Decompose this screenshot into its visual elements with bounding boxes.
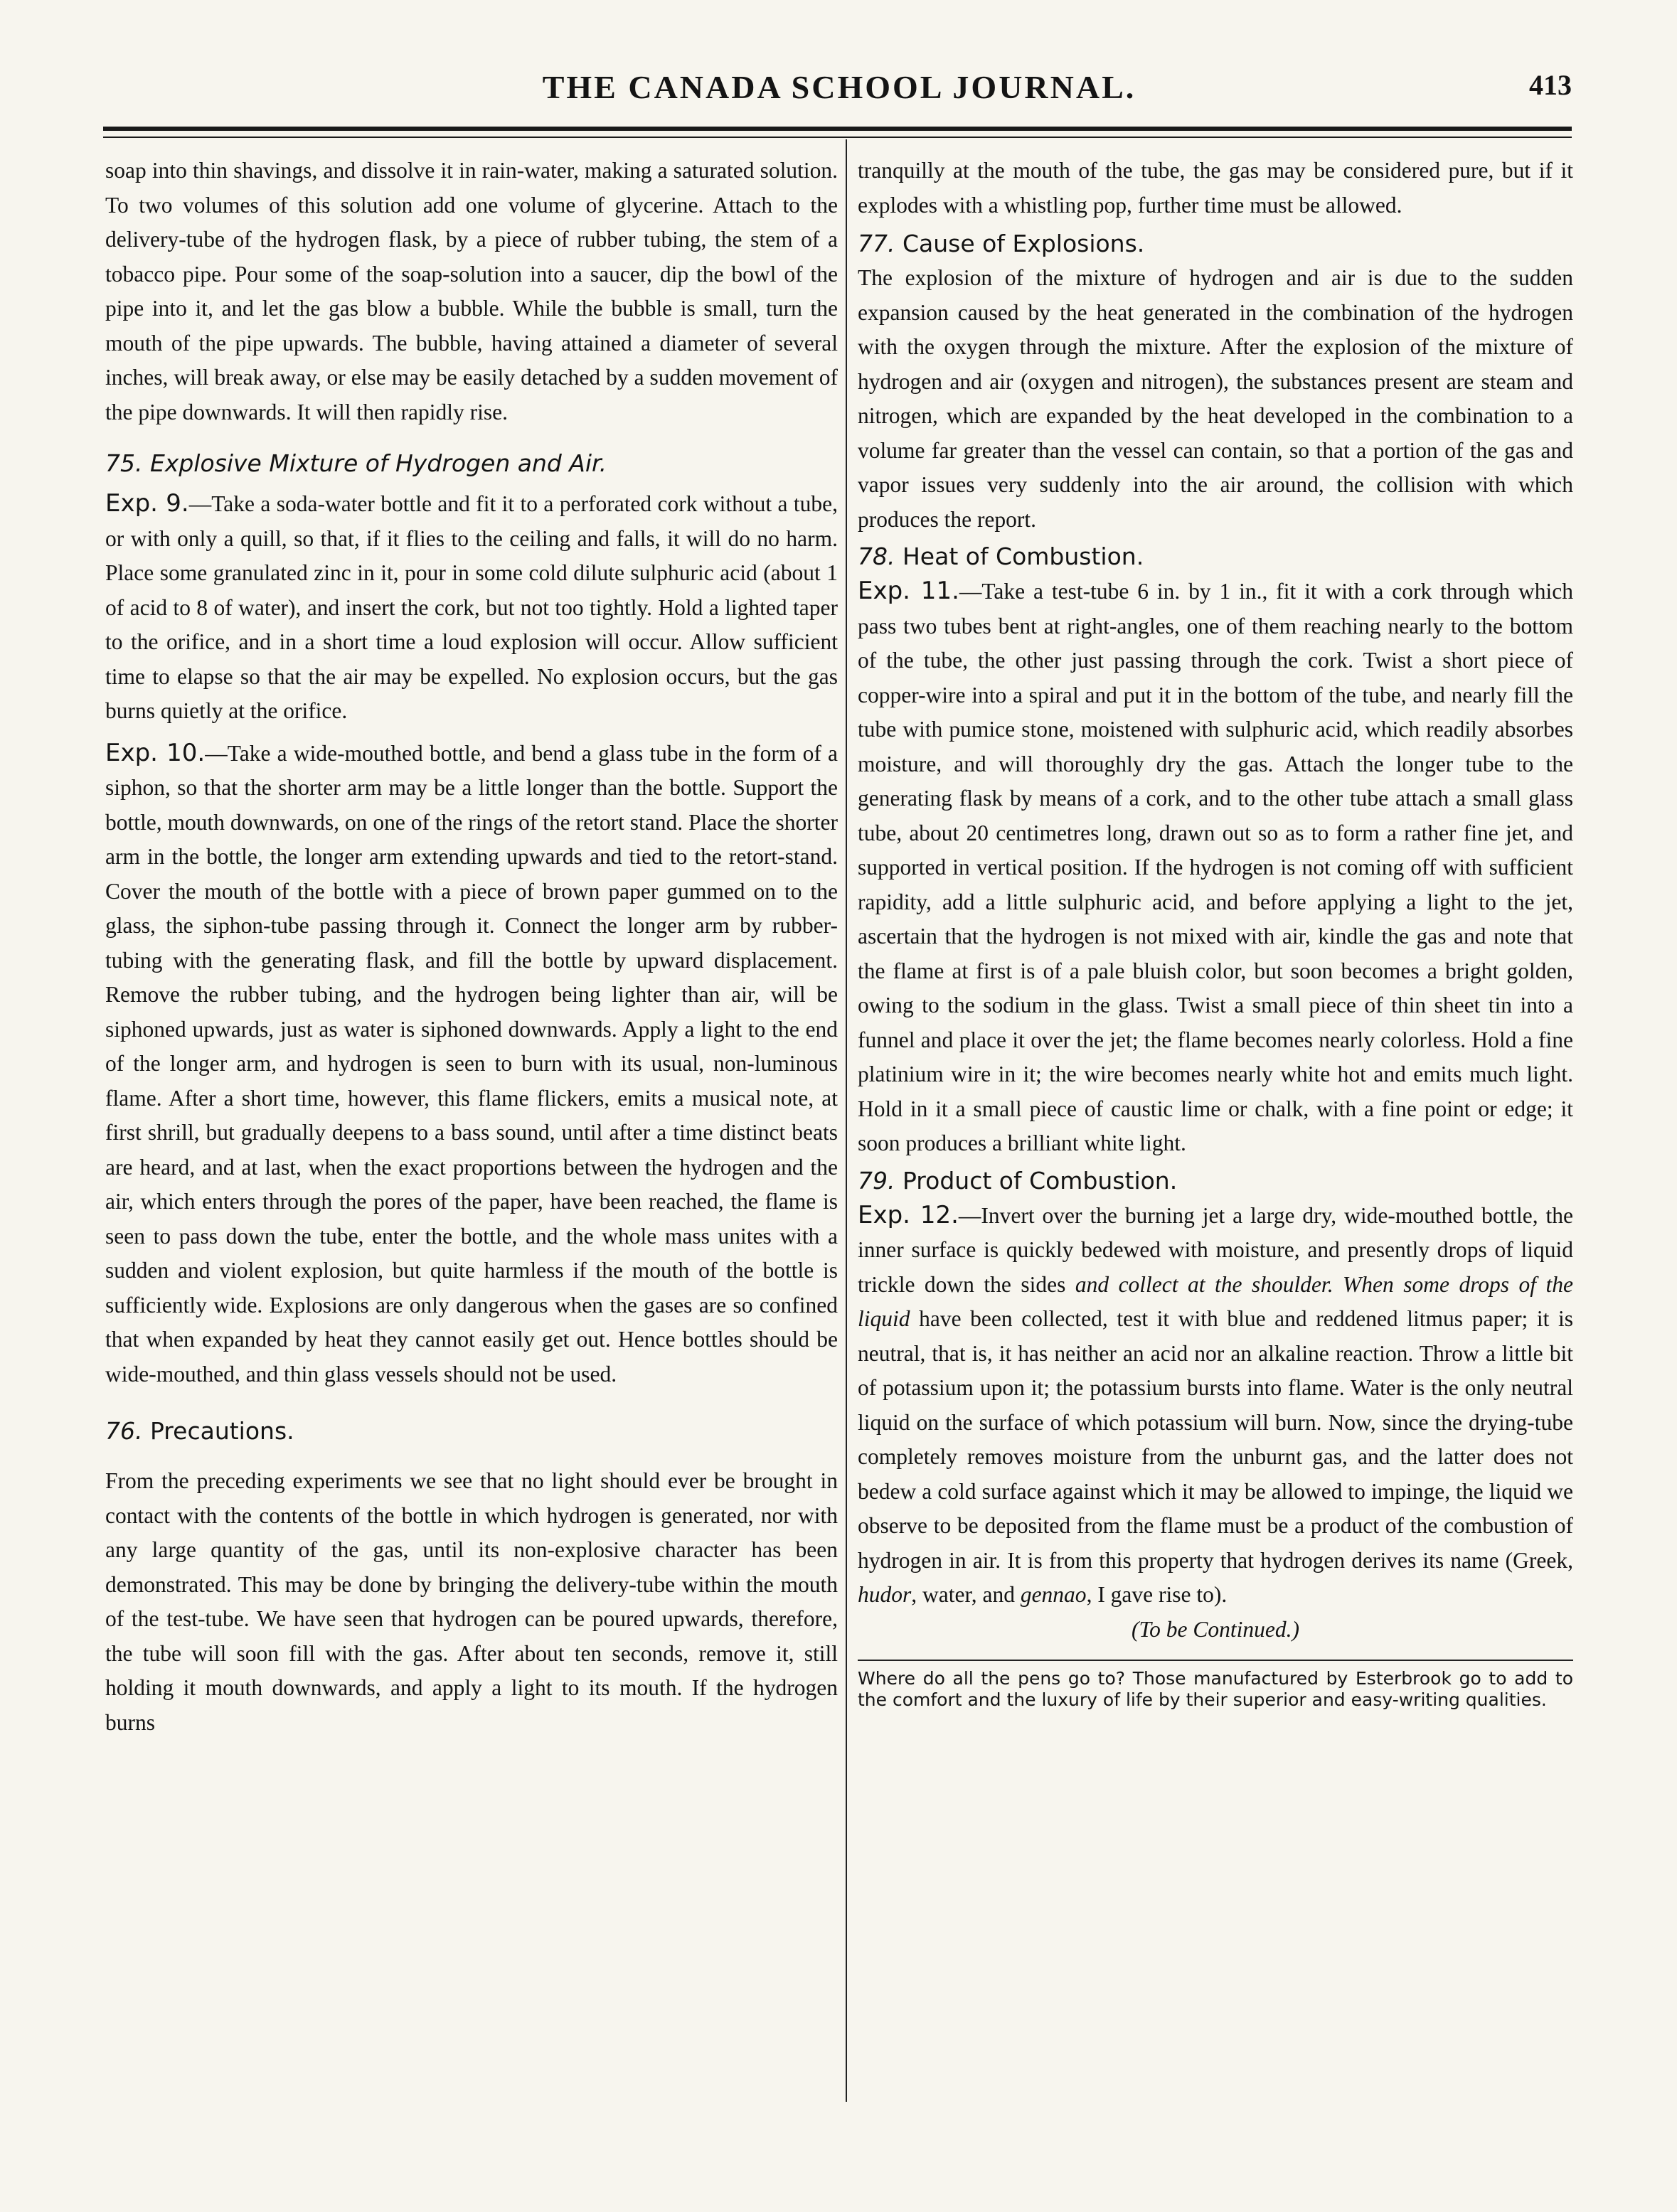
page-number: 413 bbox=[1529, 69, 1572, 101]
exp-12-text-a: —Invert over the burning jet a large dry, wide-mouthed bottle, the inner surface is quickly bedewed with moisture, and presently drops of liquid trickle down the sides bbox=[858, 1202, 1573, 1297]
header-rule-thick bbox=[103, 127, 1572, 131]
section-77-title: Cause of Explosions. bbox=[902, 230, 1145, 257]
intro-paragraph: soap into thin shavings, and dissolve it in rain-water, making a saturated solution. To two volumes of this solution add one volume of glycerine. Attach to the delivery-tube of the hydrogen flask, by a piece of rubber tubing, the stem of a tobacco pipe. Pour some of the soap-solution into a saucer, dip the bowl of the pipe into it, and let the gas blow a bubble. While the bubble is small, turn the mouth of the pipe upwards. The bubble, having attained a diameter of several inches, will break away, or else may be easily detached by a sudden movement of the pipe downwards. It will then rapidly rise. bbox=[105, 158, 838, 424]
section-79-number: 79. bbox=[858, 1166, 895, 1195]
section-78-title: Heat of Combustion. bbox=[902, 543, 1144, 570]
section-77-heading bbox=[858, 227, 1573, 261]
exp-12-italic-c: gennao bbox=[1020, 1582, 1087, 1607]
section-77-number: 77. bbox=[858, 230, 895, 257]
section-76-title: Precautions. bbox=[149, 1417, 294, 1445]
section-78-number: 78. bbox=[858, 543, 895, 570]
footnote-rule bbox=[858, 1660, 1573, 1661]
exp-12-text-b: have been collected, test it with blue and reddened litmus paper; it is neutral, that is, it has neither an acid nor an alkaline reaction. Throw a little bit of potassium upon it; the potassium bursts into flame. Water is the only neutral liquid on the surface of which potassium will burn. Now, since the drying-tube completely removes moisture from the unburnt gas, and the latter does not bedew a cold surface against which it may be allowed to impinge, the liquid we observe to be deposited from the flame must be a product of the combustion of hydrogen in air. It is from this property that hydrogen derives its name (Greek, bbox=[858, 1306, 1573, 1573]
section-79-heading bbox=[858, 1164, 1573, 1198]
exp-10-label: Exp. 10. bbox=[105, 738, 206, 767]
section-76-heading bbox=[105, 1414, 838, 1448]
continuation-paragraph: tranquilly at the mouth of the tube, the gas may be considered pure, but if it explodes with a whistling pop, further time must be allowed. bbox=[858, 158, 1573, 218]
exp-10-text: —Take a wide-mouthed bottle, and bend a glass tube in the form of a siphon, so that the shorter arm may be a little longer than the bottle. Support the bottle, mouth downwards, on one of the rings of the retort stand. Place the shorter arm in the bottle, the longer arm extending upwards and tied to the retort-stand. Cover the mouth of the bottle with a piece of brown paper gummed on to the glass, the siphon-tube passing through it. Connect the longer arm by rubber-tubing with the generating flask, and fill the bottle by upward displacement. Remove the rubber tubing, and the hydrogen being lighter than air, will be siphoned upwards, just as water is siphoned downwards. Apply a light to the end of the longer arm, and hydrogen is seen to burn with its usual, non-luminous flame. After a short time, however, this flame flickers, emits a musical note, at first shrill, but gradually deepens to a bass sound, until after a time distinct beats are heard, and at last, when the exact proportions between the hydrogen and the air, which enters through the pores of the paper, have been reached, the flame is seen to pass down the tube, enter the bottle, and the whole mass unites with a sudden and violent explosion, but quite harmless if the mouth of the bottle is sufficiently wide. Explosions are only dangerous when the gases are so confined that when expanded by heat they cannot easily get out. Hence bottles should be wide-mouthed, and thin glass vessels should not be used. bbox=[105, 740, 838, 1386]
left-column bbox=[105, 154, 838, 1740]
exp-9-label: Exp. 9. bbox=[105, 489, 189, 518]
section-77-text: The explosion of the mixture of hydrogen and air is due to the sudden expansion caused by the heat generated in the combination of the hydrogen with the oxygen through the mixture. After the explosion of the mixture of hydrogen and air (oxygen and nitrogen), the substances present are steam and nitrogen, which are expanded by the heat developed in the combination to a volume far greater than the vessel can contain, so that a portion of the gas and vapor issues very suddenly into the air around, the collision with which produces the report. bbox=[858, 265, 1573, 532]
exp-12-label: Exp. 12. bbox=[858, 1200, 959, 1229]
masthead bbox=[107, 68, 1572, 111]
exp-11-text: —Take a test-tube 6 in. by 1 in., fit it with a cork through which pass two tubes bent at right-angles, one of them reaching nearly to the bottom of the tube, the other just passing through the cork. Twist a short piece of copper-wire into a spiral and put it in the bottom of the tube, and nearly fill the tube with pumice stone, moistened with sulphuric acid, which readily absorbes moisture, and will thoroughly dry the gas. Attach the longer tube to the generating flask by means of a cork, and to the other tube attach a small glass tube, about 20 centimetres long, drawn out so as to form a rather fine jet, and supported in vertical position. If the hydrogen is not coming off with sufficient rapidity, add a little sulphuric acid, and before applying a light to the jet, ascertain that the hydrogen is not mixed with air, kindle the gas and note that the flame at first is of a pale bluish color, but soon becomes a bright golden, owing to the sodium in the glass. Twist a small piece of thin sheet tin into a funnel and place it over the jet; the flame becomes nearly colorless. Hold a fine platinium wire in it; the wire becomes nearly white hot and emits much light. Hold in it a small piece of caustic lime or chalk, with a fine point or edge; it soon produces a brilliant white light. bbox=[858, 579, 1573, 1155]
header-rule-thin bbox=[103, 137, 1572, 138]
section-79-title: Product of Combustion. bbox=[902, 1166, 1178, 1195]
exp-12-italic-a: and collect at the shoulder. When some drops of the liquid bbox=[858, 1271, 1573, 1331]
exp-9-text: —Take a soda-water bottle and fit it to a perforated cork without a tube, or with only a quill, so that, if it flies to the ceiling and falls, it will do no harm. Place some granulated zinc in it, pour in some cold dilute sulphuric acid (about 1 of acid to 8 of water), and insert the cork, but not too tightly. Hold a lighted taper to the orifice, and in a short time a loud explosion will occur. Allow sufficient time to elapse so that the air may be expelled. No explosion occurs, but the gas burns quietly at the orifice. bbox=[105, 491, 838, 723]
section-75-heading bbox=[105, 447, 838, 481]
section-76-text: From the preceding experiments we see that no light should ever be brought in contact with the contents of the bottle in which hydrogen is generated, nor with any large quantity of the gas, until its non-explosive character has been demonstrated. This may be done by bringing the delivery-tube within the mouth of the test-tube. We have seen that hydrogen can be poured upwards, therefore, the tube will soon fill with the gas. After about ten seconds, remove it, still holding it mouth downwards, and apply a light to its mouth. If the hydrogen burns bbox=[105, 1468, 838, 1735]
exp-11-label: Exp. 11. bbox=[858, 577, 959, 605]
to-be-continued: (To be Continued.) bbox=[1132, 1616, 1299, 1642]
exp-12-paragraph bbox=[858, 1198, 1573, 1613]
section-76-number: 76. bbox=[105, 1417, 143, 1445]
footnote-advertisement: Where do all the pens go to? Those manufactured by Esterbrook go to add to the comfort and the luxury of life by their superior and easy-writing qualities. bbox=[858, 1668, 1573, 1710]
exp-11-paragraph bbox=[858, 574, 1573, 1161]
exp-12-text-d: , I gave rise to). bbox=[1086, 1582, 1228, 1607]
journal-title: THE CANADA SCHOOL JOURNAL. bbox=[542, 69, 1136, 105]
exp-9-paragraph bbox=[105, 486, 838, 729]
section-75-number: 75. bbox=[105, 449, 143, 477]
section-78-heading bbox=[858, 540, 1573, 574]
section-75-title: Explosive Mixture of Hydrogen and Air. bbox=[149, 449, 607, 477]
exp-12-text-c: , water, and bbox=[911, 1582, 1021, 1607]
exp-12-italic-b: hudor bbox=[858, 1582, 912, 1607]
exp-10-paragraph bbox=[105, 736, 838, 1392]
right-column bbox=[858, 154, 1573, 1711]
column-divider bbox=[846, 139, 847, 2102]
